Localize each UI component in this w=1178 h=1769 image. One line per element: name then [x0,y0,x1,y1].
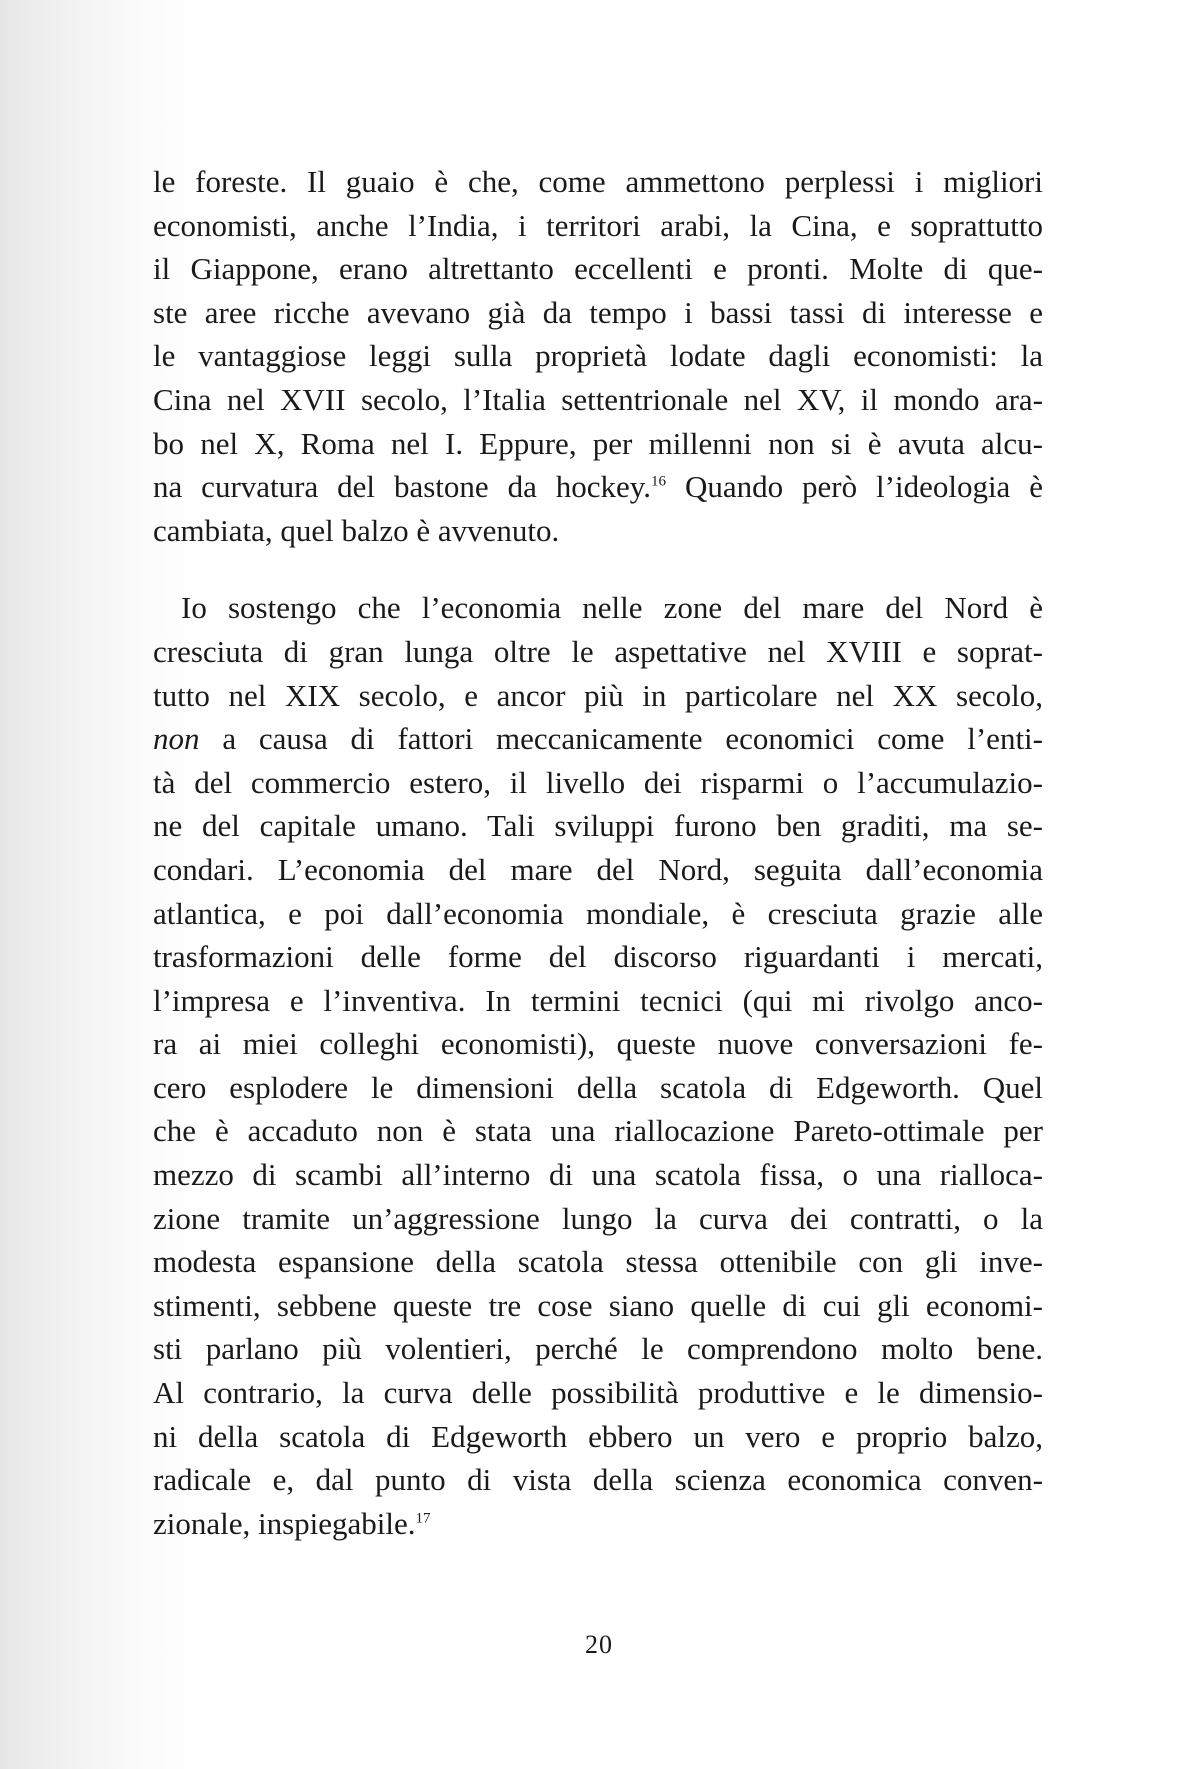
text-segment: zionale, inspiegabile. [153,1505,416,1541]
text-line: ra ai miei colleghi economisti), queste nuove conversazioni fe- [153,1026,1043,1062]
text-line: cero esplodere le dimensioni della scatola di Edgeworth. Quel [153,1069,1043,1105]
text-line: ni della scatola di Edgeworth ebbero un vero e proprio balzo, [153,1418,1043,1454]
text-line: tutto nel XIX secolo, e ancor più in particolare nel XX secolo, [153,677,1043,713]
paragraph-1 [153,160,1043,552]
text-line: stimenti, sebbene queste tre cose siano quelle di cui gli economi- [153,1287,1043,1323]
paragraph-2 [153,586,1043,1545]
text-line: il Giappone, erano altrettanto eccellenti e pronti. Molte di que- [153,251,1043,287]
text-line: zione tramite un’aggressione lungo la curva dei contratti, o la [153,1200,1043,1236]
paragraph-gap [153,552,1043,586]
text-line: le foreste. Il guaio è che, come ammettono perplessi i migliori [153,164,1043,199]
text-line: economisti, anche l’India, i territori arabi, la Cina, e soprattutto [153,207,1043,243]
text-segment: na curvatura del bastone da hockey. [153,469,652,505]
text-line [153,1502,1043,1546]
emphasis-text: non [153,721,200,757]
page-body [153,160,1043,1545]
text-line: modesta espansione della scatola stessa ottenibile con gli inve- [153,1244,1043,1280]
footnote-marker: 17 [415,1510,431,1527]
text-line: l’impresa e l’inventiva. In termini tecnici (qui mi rivolgo anco- [153,982,1043,1018]
text-line [153,465,1043,509]
text-line: cambiata, quel balzo è avvenuto. [153,512,560,548]
text-line: Io sostengo che l’economia nelle zone del mare del Nord è [181,590,1043,626]
text-line: trasformazioni delle forme del discorso riguardanti i mercati, [153,939,1043,975]
text-line: cresciuta di gran lunga oltre le aspettative nel XVIII e soprat- [153,633,1043,669]
text-line: mezzo di scambi all’interno di una scatola fissa, o una riallоca- [153,1157,1043,1193]
text-segment: Quando però l’ideologia è [666,469,1043,505]
text-line: bo nel X, Roma nel I. Eppure, per millenni non si è avuta alcu- [153,425,1043,461]
footnote-marker: 16 [651,473,667,490]
text-line [153,717,1043,761]
text-line: Al contrario, la curva delle possibilità produttive e le dimensio- [153,1375,1043,1411]
text-line: ste aree ricche avevano già da tempo i bassi tassi di interesse e [153,294,1043,330]
text-line: ne del capitale umano. Tali sviluppi furono ben graditi, ma se- [153,808,1043,844]
text-line: tà del commercio estero, il livello dei risparmi o l’accumulazio- [153,764,1043,800]
text-line: sti parlano più volentieri, perché le comprendono molto bene. [153,1331,1043,1367]
text-line: radicale e, dal punto di vista della scienza economica conven- [153,1462,1043,1498]
text-line: che è accaduto non è stata una riallocazione Pareto-ottimale per [153,1113,1043,1149]
text-line: Cina nel XVII secolo, l’Italia settentrionale nel XV, il mondo ara- [153,381,1043,417]
text-line: condari. L’economia del mare del Nord, seguita dall’economia [153,851,1043,887]
page-number: 20 [585,1630,613,1659]
text-segment: a causa di fattori meccanicamente economici come l’enti- [199,721,1043,757]
text-line: le vantaggiose leggi sulla proprietà lodate dagli economisti: la [153,338,1043,374]
text-line: atlantica, e poi dall’economia mondiale, è cresciuta grazie alle [153,895,1043,931]
